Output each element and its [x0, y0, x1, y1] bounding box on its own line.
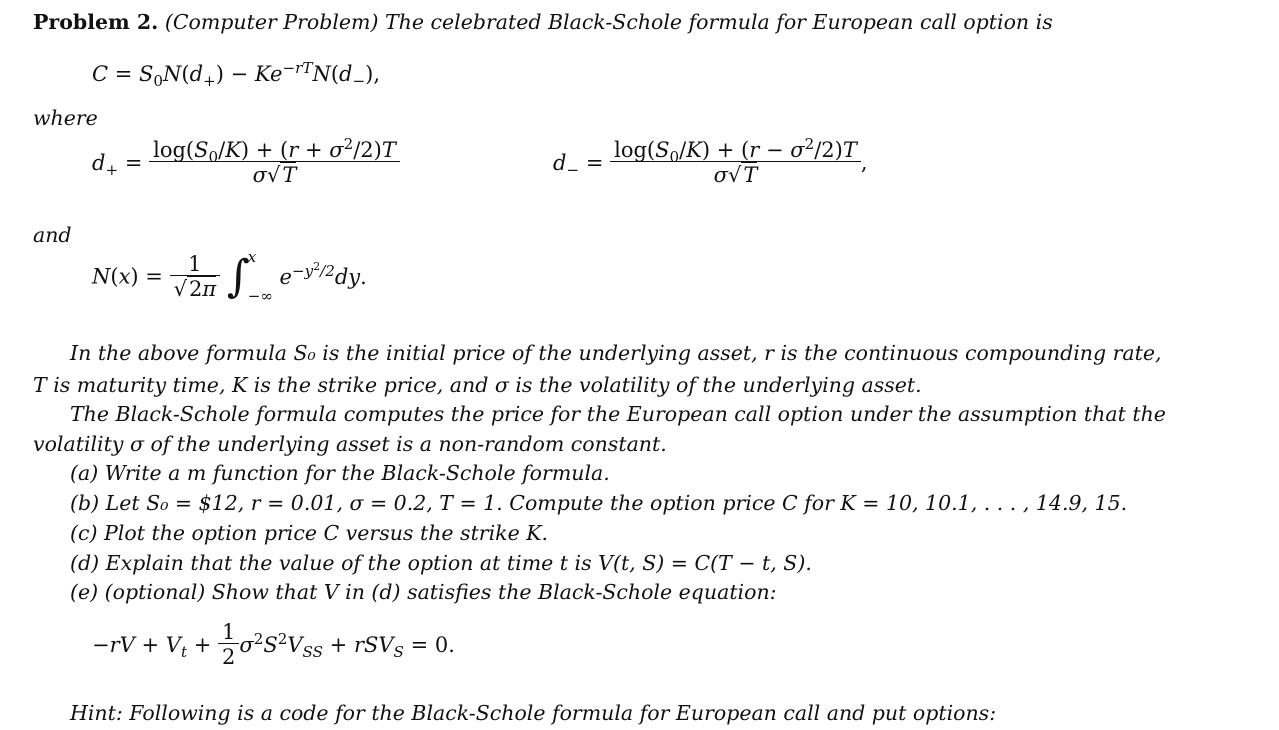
problem-label: Problem 2. — [33, 10, 159, 34]
formula-black-scholes-pde: $-rV + V_t$ + $\frac{1}{2}$ $\sigma^2S^2V_{SS} + rSV_S = 0$. — [92, 620, 455, 669]
item-text: (optional) Show that V in (d) satisfies the Black-Schole equation: — [104, 580, 777, 604]
formula-d-plus: $d_+$ = $\frac{\log(S_0/K) + (r + \sigma^2/2)T}{\sigma√T}$ — [92, 140, 400, 186]
item-text: Plot the option price C versus the strike K. — [104, 521, 549, 545]
hint-text: Hint: Following is a code for the Black-Schole formula for European call and put options: — [70, 701, 997, 725]
item-label: (b) — [70, 491, 100, 515]
formula-d-minus: $d_-$ = $\frac{\log(S_0/K) + (r - \sigma^2/2)T}{\sigma√T}$ , — [553, 135, 868, 187]
formula-normal-cdf: N(x) = $\frac{1}{√2\pi}$ ∫ x −∞ $e^{-y^2/2}dy$. — [92, 248, 367, 305]
item-c — [70, 523, 548, 544]
item-a — [70, 463, 610, 484]
formula-call-price: $C = S_0N(d_+) - Ke^{-rT}N(d_-)$, — [92, 59, 381, 91]
item-text: Let S₀ = $12, r = 0.01, σ = 0.2, T = 1. Compute the option price C for K = 10, 10.1, . . . , 14.9, 15. — [105, 491, 1128, 515]
problem-heading — [33, 12, 1053, 33]
item-text: Write a m function for the Black-Schole formula. — [104, 461, 610, 485]
item-label: (d) — [70, 551, 100, 575]
item-label: (c) — [70, 521, 98, 545]
word-where: where — [33, 106, 98, 130]
paragraph-definitions-line2: T is maturity time, K is the strike price, and σ is the volatility of the underlying asset. — [33, 373, 922, 397]
paragraph-assumption-line1: The Black-Schole formula computes the price for the European call option under the assumption that the — [70, 402, 1166, 426]
item-label: (e) — [70, 580, 99, 604]
item-b — [70, 493, 1127, 514]
word-and: and — [33, 223, 72, 247]
item-e — [70, 582, 777, 603]
item-text: Explain that the value of the option at time t is V(t, S) = C(T − t, S). — [105, 551, 812, 575]
paragraph-assumption-line2: volatility σ of the underlying asset is a non-random constant. — [33, 432, 667, 456]
item-d — [70, 553, 812, 574]
problem-intro: (Computer Problem) The celebrated Black-Schole formula for European call option is — [164, 10, 1053, 34]
paragraph-definitions-line1: In the above formula S₀ is the initial price of the underlying asset, r is the continuous compounding rate, — [70, 341, 1162, 365]
item-label: (a) — [70, 461, 99, 485]
